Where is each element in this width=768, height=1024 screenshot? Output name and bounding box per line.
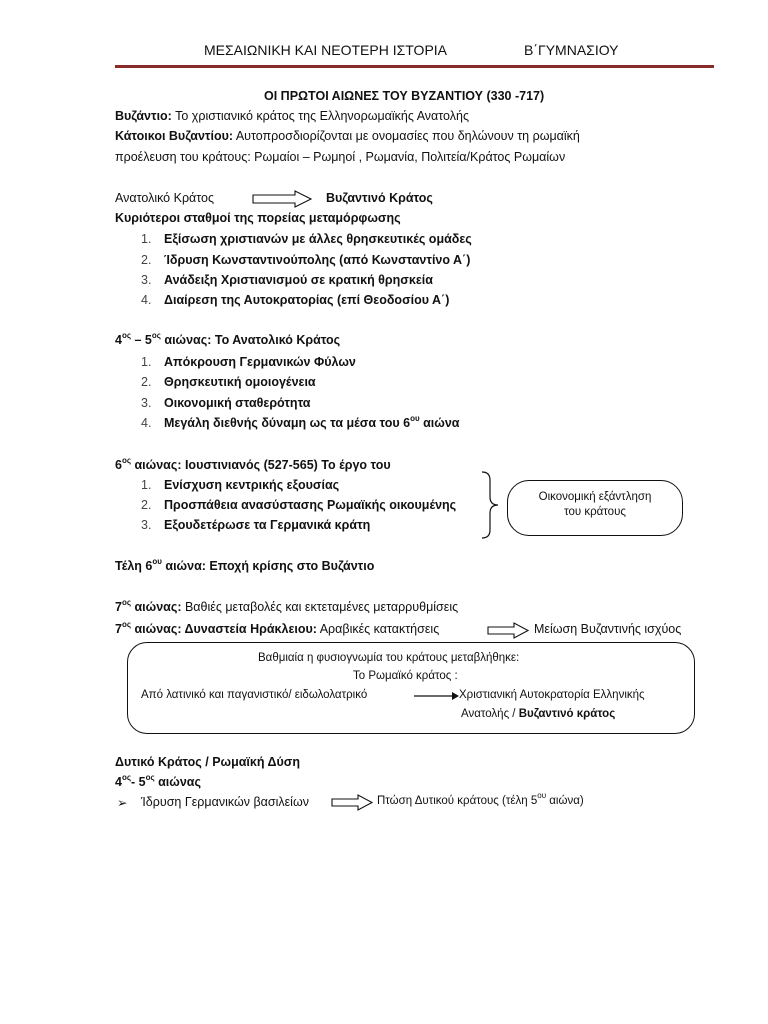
- c6-item: Προσπάθεια ανασύστασης Ρωμαϊκής οικουμένης: [164, 498, 457, 512]
- katoikoi-line: [115, 129, 580, 143]
- west-result: Πτώση Δυτικού κράτους (τέλη $5^{o\upsilon}$ αιώνα): [377, 791, 584, 807]
- box-arrow-icon: [412, 691, 460, 701]
- transform-to: Βυζαντινό Κράτος: [326, 191, 433, 205]
- doc-title: ΟΙ ΠΡΩΤΟΙ ΑΙΩΝΕΣ ΤΟΥ ΒΥΖΑΝΤΙΟΥ (330 -717): [264, 89, 545, 103]
- c45-num-3: 3.: [141, 396, 152, 410]
- katoikoi-label: Κάτοικοι Βυζαντίου:: [115, 129, 234, 143]
- box-line-2: Το Ρωμαϊκό κράτος :: [353, 670, 458, 682]
- west-century: $4^{o\varsigma}-$ $5^{o\varsigma}$ αιώνας: [115, 773, 201, 789]
- byzantio-label: Βυζάντιο:: [115, 109, 172, 123]
- c7a-line: $7^{o\varsigma}$ αιώνας: Βαθιές μεταβολές και εκτεταμένες μεταρρυθμίσεις: [115, 598, 459, 614]
- c45-item: Απόκρουση Γερμανικών Φύλων: [164, 355, 356, 369]
- c45-item: Οικονομική σταθερότητα: [164, 396, 311, 410]
- c45-num-4: 4.: [141, 416, 152, 430]
- transform-num-1: 1.: [141, 232, 152, 246]
- c45-num-1: 1.: [141, 355, 152, 369]
- transform-item: Ανάδειξη Χριστιανισμού σε κρατική θρησκεία: [164, 273, 433, 287]
- c6-num-1: 1.: [141, 478, 152, 492]
- c7b-line: $7^{o\varsigma}$ αιώνας: Δυναστεία Ηράκλειου: Αραβικές κατακτήσεις: [115, 620, 440, 636]
- transform-from: Ανατολικό Κράτος: [115, 191, 215, 205]
- byzantio-line: [115, 109, 469, 123]
- economic-exhaustion-bubble: [507, 480, 683, 536]
- transform-num-3: 3.: [141, 273, 152, 287]
- west-arrow-icon: [330, 794, 374, 811]
- box-line-1: Βαθμιαία η φυσιογνωμία του κράτους μεταβλήθηκε:: [258, 652, 520, 664]
- box-from: Από λατινικό και παγανιστικό/ ειδωλολατρικό: [141, 689, 368, 701]
- transform-heading: Κυριότεροι σταθμοί της πορείας μεταμόρφωσης: [115, 211, 401, 225]
- katoikoi-text1: Αυτοπροσδιορίζονται με ονομασίες που δηλώνουν τη ρωμαϊκή: [235, 129, 580, 143]
- bubble-line-2: του κράτους: [564, 506, 626, 518]
- header-class: Β΄ΓΥΜΝΑΣΙΟΥ: [524, 42, 619, 58]
- brace-icon: [476, 470, 506, 540]
- c45-item: Θρησκευτική ομοιογένεια: [164, 375, 316, 389]
- box-to-1: Χριστιανική Αυτοκρατορία Ελληνικής: [459, 689, 645, 701]
- crisis-heading: Τέλη $6^{o\upsilon}$ αιώνα: Εποχή κρίσης στο Βυζάντιο: [115, 557, 375, 573]
- c45-heading: $4^{o\varsigma} - 5^{o\varsigma}$ αιώνας: Το Ανατολικό Κράτος: [115, 331, 341, 347]
- katoikoi-text2: προέλευση του κράτους: Ρωμαίοι – Ρωμηοί , Ρωμανία, Πολιτεία/Κράτος Ρωμαίων: [115, 150, 566, 164]
- west-item: Ίδρυση Γερμανικών βασιλείων: [141, 795, 309, 809]
- c6-item: Εξουδετέρωσε τα Γερμανικά κράτη: [164, 518, 371, 532]
- byzantio-text: Το χριστιανικό κράτος της Ελληνορωμαϊκής Ανατολής: [175, 109, 469, 123]
- c6-heading: $6^{o\varsigma}$ αιώνας: Ιουστινιανός (527-565) Το έργο του: [115, 456, 391, 472]
- c6-num-2: 2.: [141, 498, 152, 512]
- transform-num-4: 4.: [141, 293, 152, 307]
- c7b-arrow-icon: [486, 622, 530, 639]
- west-bullet-icon: ➢: [117, 796, 128, 810]
- transform-num-2: 2.: [141, 253, 152, 267]
- transform-item: Διαίρεση της Αυτοκρατορίας (επί Θεοδοσίου Α΄): [164, 293, 450, 307]
- transform-item: Εξίσωση χριστιανών με άλλες θρησκευτικές ομάδες: [164, 232, 472, 246]
- c45-num-2: 2.: [141, 375, 152, 389]
- box-to-2: Ανατολής / Βυζαντινό κράτος: [461, 708, 616, 720]
- header-title: ΜΕΣΑΙΩΝΙΚΗ ΚΑΙ ΝΕΟΤΕΡΗ ΙΣΤΟΡΙΑ: [204, 42, 448, 58]
- transform-arrow-icon: [251, 190, 313, 208]
- c7b-result: Μείωση Βυζαντινής ισχύος: [534, 622, 682, 636]
- header-rule: [115, 65, 714, 68]
- c6-num-3: 3.: [141, 518, 152, 532]
- transform-item: Ίδρυση Κωνσταντινούπολης (από Κωνσταντίνο Α΄): [164, 253, 471, 267]
- c45-item: Μεγάλη διεθνής δύναμη ως τα μέσα του $6^{o\upsilon}$ αιώνα: [164, 414, 460, 430]
- c6-item: Ενίσχυση κεντρικής εξουσίας: [164, 478, 340, 492]
- west-heading: Δυτικό Κράτος / Ρωμαϊκή Δύση: [115, 755, 300, 769]
- bubble-line-1: Οικονομική εξάντληση: [538, 491, 652, 503]
